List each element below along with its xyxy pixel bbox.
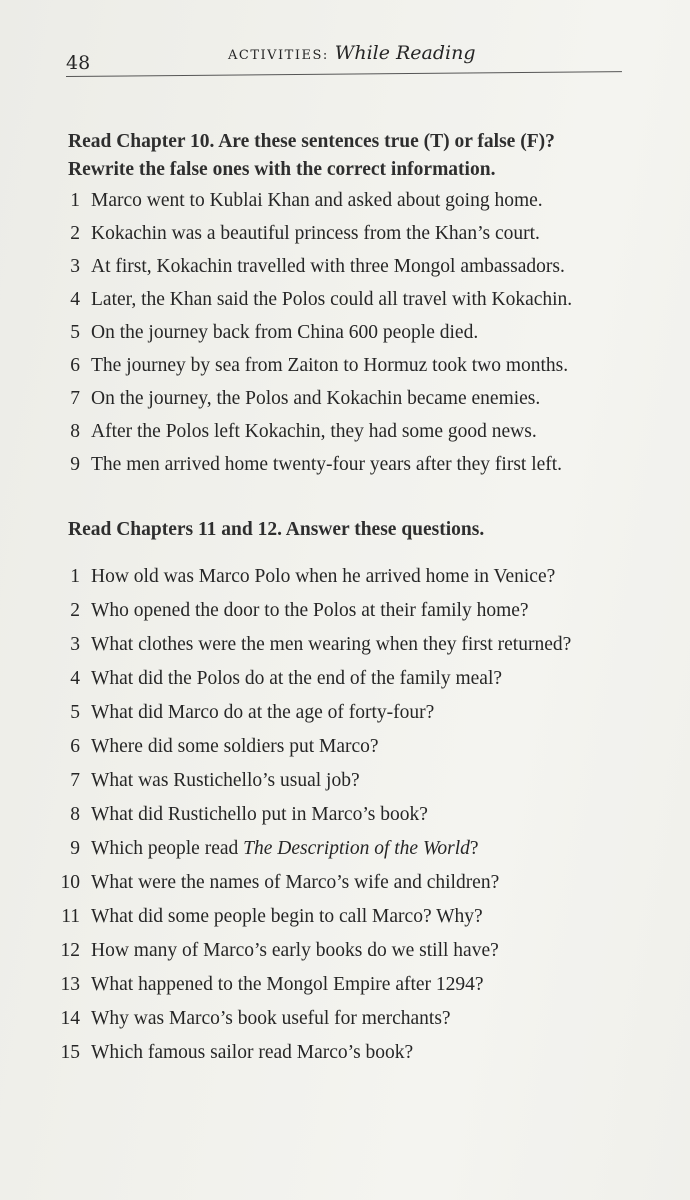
chapters-11-12-activity [60, 516, 591, 1074]
list-item [68, 768, 591, 793]
list-item [68, 734, 591, 759]
item-text-part: ? [469, 838, 479, 859]
list-item [68, 632, 591, 657]
item-text: Later, the Khan said the Polos could all travel with Kokachin. [91, 289, 573, 310]
item-number: 11 [61, 906, 80, 927]
item-text: What did some people begin to call Marco? Why? [91, 906, 483, 927]
item-text: What happened to the Mongol Empire after 1294? [91, 974, 484, 995]
item-text: Marco went to Kublai Khan and asked about going home. [91, 190, 543, 211]
item-text: What did Rustichello put in Marco’s book? [91, 804, 428, 825]
item-number: 3 [70, 634, 80, 655]
list-item [68, 564, 591, 589]
list-item [68, 254, 572, 279]
list-item [60, 972, 591, 997]
running-head-title: While Reading [334, 42, 476, 64]
book-title: The Description of the World [243, 838, 470, 859]
chapter-10-instruction [68, 128, 572, 184]
item-text: What did the Polos do at the end of the family meal? [91, 668, 503, 689]
list-item [60, 870, 591, 895]
chapter-10-activity [68, 128, 572, 485]
chapters-11-12-instruction: Read Chapters 11 and 12. Answer these questions. [68, 519, 485, 540]
item-number: 14 [60, 1008, 80, 1029]
item-text: Which famous sailor read Marco’s book? [91, 1042, 414, 1063]
page-number: 48 [66, 52, 91, 74]
question-list [60, 564, 591, 1065]
list-item [68, 666, 591, 691]
item-number: 9 [70, 838, 80, 859]
item-text: At first, Kokachin travelled with three Mongol ambassadors. [91, 256, 565, 277]
list-item [68, 386, 572, 411]
item-number: 4 [70, 668, 80, 689]
item-number: 7 [70, 770, 80, 791]
item-number: 13 [60, 974, 80, 995]
item-number: 8 [70, 804, 80, 825]
item-text: Who opened the door to the Polos at their family home? [91, 600, 529, 621]
item-number: 10 [60, 872, 80, 893]
item-number: 4 [70, 289, 80, 310]
item-text: Why was Marco’s book useful for merchants? [91, 1008, 451, 1029]
list-item [68, 419, 572, 444]
item-text: After the Polos left Kokachin, they had some good news. [91, 421, 537, 442]
item-text: What were the names of Marco’s wife and children? [91, 872, 500, 893]
item-number: 2 [70, 223, 80, 244]
item-text: On the journey, the Polos and Kokachin became enemies. [91, 388, 541, 409]
list-item [68, 700, 591, 725]
item-number: 3 [70, 256, 80, 277]
item-number: 8 [70, 421, 80, 442]
item-text: How old was Marco Polo when he arrived home in Venice? [91, 566, 556, 587]
list-item [60, 1040, 591, 1065]
item-text: The journey by sea from Zaiton to Hormuz took two months. [91, 355, 569, 376]
instruction-line: Rewrite the false ones with the correct information. [68, 159, 496, 180]
item-text: How many of Marco’s early books do we still have? [91, 940, 499, 961]
item-number: 5 [70, 322, 80, 343]
item-number: 9 [70, 454, 80, 475]
true-false-list [68, 188, 572, 477]
item-number: 5 [70, 702, 80, 723]
running-head [228, 42, 476, 64]
item-text [91, 838, 479, 859]
item-number: 1 [70, 566, 80, 587]
list-item [68, 320, 572, 345]
item-number: 6 [70, 736, 80, 757]
item-text: Where did some soldiers put Marco? [91, 736, 379, 757]
item-number: 2 [70, 600, 80, 621]
list-item [68, 802, 591, 827]
item-number: 15 [60, 1042, 80, 1063]
item-number: 7 [70, 388, 80, 409]
running-head-label: ACTIVITIES: [228, 48, 329, 63]
list-item [68, 287, 572, 312]
list-item [68, 353, 572, 378]
list-item [68, 452, 572, 477]
item-text: What was Rustichello’s usual job? [91, 770, 360, 791]
item-number: 6 [70, 355, 80, 376]
item-text: What did Marco do at the age of forty-four? [91, 702, 435, 723]
list-item [68, 598, 591, 623]
item-number: 12 [60, 940, 80, 961]
item-text: On the journey back from China 600 people died. [91, 322, 479, 343]
list-item [60, 1006, 591, 1031]
instruction-line: Read Chapter 10. Are these sentences true (T) or false (F)? [68, 131, 555, 152]
item-text: What clothes were the men wearing when they first returned? [91, 634, 572, 655]
item-text-part: Which people read [91, 838, 244, 859]
header-rule [66, 71, 622, 77]
list-item [68, 836, 591, 861]
list-item [68, 221, 572, 246]
list-item [61, 904, 591, 929]
list-item [60, 938, 591, 963]
list-item [68, 188, 572, 213]
item-number: 1 [70, 190, 80, 211]
item-text: Kokachin was a beautiful princess from the Khan’s court. [91, 223, 540, 244]
item-text: The men arrived home twenty-four years after they first left. [91, 454, 563, 475]
